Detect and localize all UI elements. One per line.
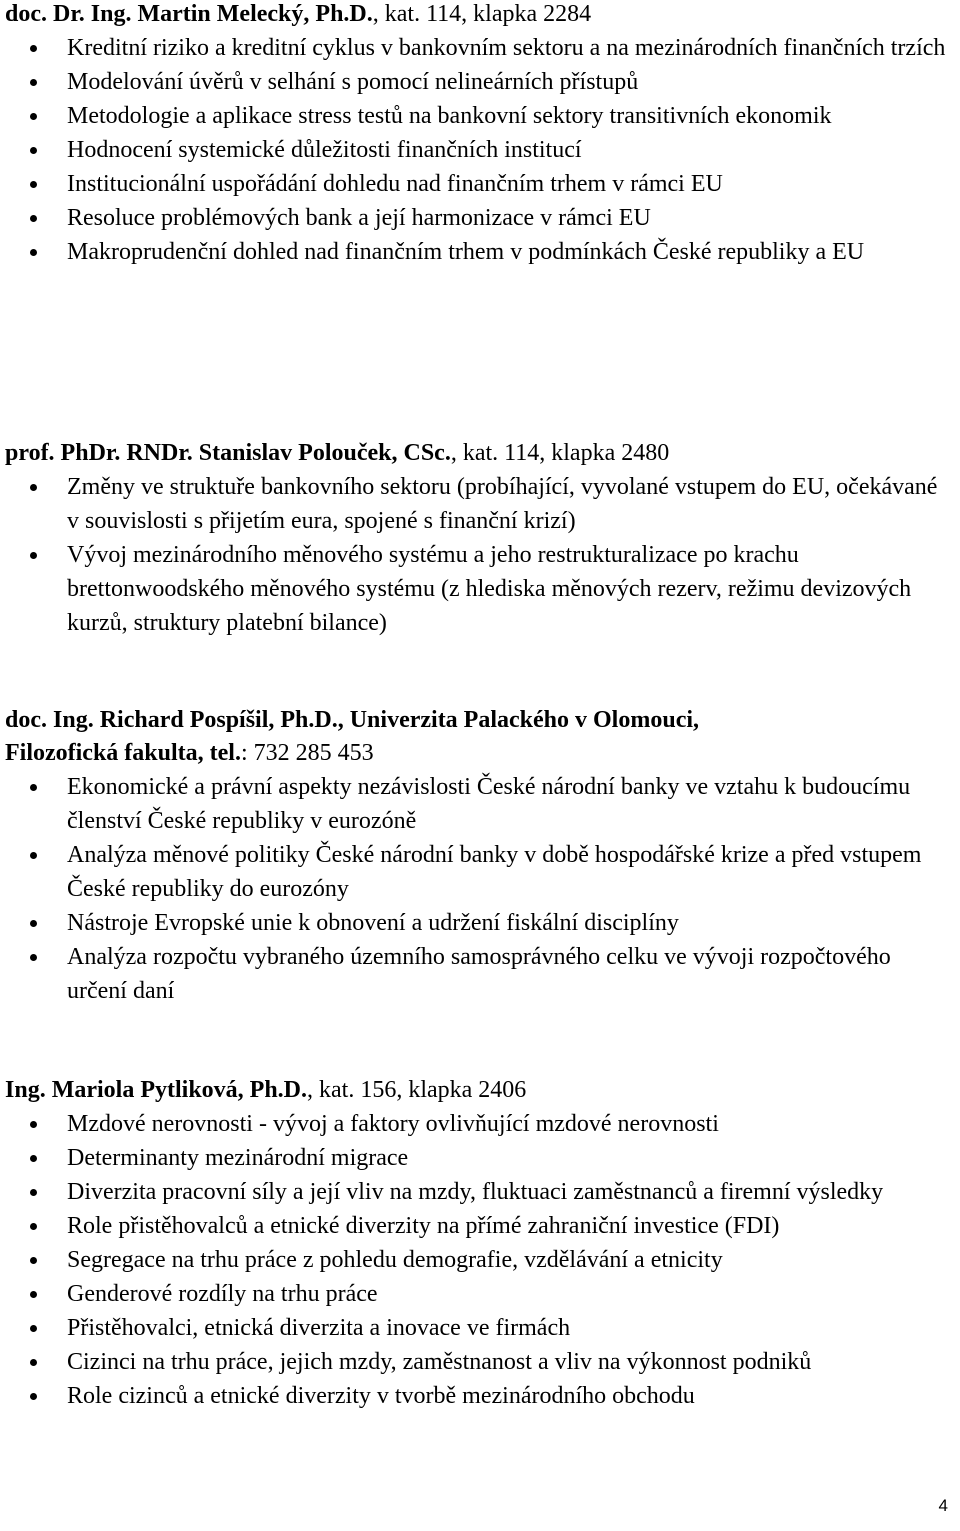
topic-list (0, 31, 960, 269)
bullet-icon (30, 784, 37, 791)
bullet-icon (30, 113, 37, 120)
bullet-icon (30, 954, 37, 961)
topic-item: Nástroje Evropské unie k obnovení a udržení fiskální disciplíny (0, 906, 960, 940)
supervisor-heading (0, 1074, 960, 1107)
supervisor-section-poloucek (0, 437, 960, 640)
page-number: 4 (938, 1496, 948, 1515)
supervisor-heading (0, 437, 960, 470)
supervisor-heading (0, 0, 960, 31)
topic-item: Modelování úvěrů v selhání s pomocí nelineárních přístupů (0, 65, 960, 99)
bullet-icon (30, 1325, 37, 1332)
topic-item: Analýza měnové politiky České národní banky v době hospodářské krize a před vstupem České republiky do eurozóny (0, 838, 960, 906)
bullet-icon (30, 1257, 37, 1264)
topic-item: Analýza rozpočtu vybraného územního samosprávného celku ve vývoji rozpočtového určení daní (0, 940, 960, 1008)
topic-list (0, 470, 960, 640)
topic-item: Ekonomické a právní aspekty nezávislosti České národní banky ve vztahu k budoucímu členství České republiky v eurozóně (0, 770, 960, 838)
topic-item: Determinanty mezinárodní migrace (0, 1141, 960, 1175)
bullet-icon (30, 552, 37, 559)
topic-list (0, 770, 960, 1008)
topic-item: Mzdové nerovnosti - vývoj a faktory ovlivňující mzdové nerovnosti (0, 1107, 960, 1141)
topic-item: Genderové rozdíly na trhu práce (0, 1277, 960, 1311)
supervisor-heading (0, 704, 960, 770)
bullet-icon (30, 45, 37, 52)
bullet-icon (30, 484, 37, 491)
topic-item: Diverzita pracovní síly a její vliv na mzdy, fluktuaci zaměstnanců a firemní výsledky (0, 1175, 960, 1209)
bullet-icon (30, 1121, 37, 1128)
supervisor-contact: , kat. 114, klapka 2284 (372, 1, 592, 27)
topic-item: Role cizinců a etnické diverzity v tvorbě mezinárodního obchodu (0, 1379, 960, 1413)
topic-item: Makroprudenční dohled nad finančním trhem v podmínkách České republiky a EU (0, 235, 960, 269)
bullet-icon (30, 1393, 37, 1400)
topic-item: Hodnocení systemické důležitosti finančních institucí (0, 133, 960, 167)
topic-item: Metodologie a aplikace stress testů na bankovní sektory transitivních ekonomik (0, 99, 960, 133)
topic-item: Institucionální uspořádání dohledu nad finančním trhem v rámci EU (0, 167, 960, 201)
bullet-icon (30, 852, 37, 859)
bullet-icon (30, 1155, 37, 1162)
supervisor-section-pospisil (0, 704, 960, 1008)
supervisor-name: Ing. Mariola Pytliková, Ph.D. (5, 1077, 308, 1103)
topic-item: Kreditní riziko a kreditní cyklus v bankovním sektoru a na mezinárodních finančních trzích (0, 31, 960, 65)
supervisor-name: prof. PhDr. RNDr. Stanislav Polouček, CSc. (5, 440, 451, 466)
topic-item: Segregace na trhu práce z pohledu demografie, vzdělávání a etnicity (0, 1243, 960, 1277)
supervisor-affiliation: Filozofická fakulta, tel. (5, 740, 241, 766)
bullet-icon (30, 147, 37, 154)
bullet-icon (30, 1189, 37, 1196)
supervisor-contact: , kat. 156, klapka 2406 (307, 1077, 527, 1103)
bullet-icon (30, 920, 37, 927)
bullet-icon (30, 1291, 37, 1298)
supervisor-section-pytlikova (0, 1074, 960, 1413)
topic-item: Přistěhovalci, etnická diverzita a inovace ve firmách (0, 1311, 960, 1345)
supervisor-section-melecky (0, 0, 960, 269)
bullet-icon (30, 249, 37, 256)
supervisor-name: doc. Ing. Richard Pospíšil, Ph.D., Univerzita Palackého v Olomouci, (5, 707, 700, 733)
bullet-icon (30, 79, 37, 86)
topic-item: Resoluce problémových bank a její harmonizace v rámci EU (0, 201, 960, 235)
bullet-icon (30, 181, 37, 188)
topic-item: Změny ve struktuře bankovního sektoru (probíhající, vyvolané vstupem do EU, očekávané v souvislosti s přijetím eura, spojené s finanční krizí) (0, 470, 960, 538)
supervisor-name: doc. Dr. Ing. Martin Melecký, Ph.D. (5, 1, 373, 27)
topic-item: Role přistěhovalců a etnické diverzity na přímé zahraniční investice (FDI) (0, 1209, 960, 1243)
bullet-icon (30, 215, 37, 222)
topic-item: Cizinci na trhu práce, jejich mzdy, zaměstnanost a vliv na výkonnost podniků (0, 1345, 960, 1379)
supervisor-contact: , kat. 114, klapka 2480 (450, 440, 670, 466)
topic-list (0, 1107, 960, 1413)
bullet-icon (30, 1359, 37, 1366)
bullet-icon (30, 1223, 37, 1230)
topic-item: Vývoj mezinárodního měnového systému a jeho restrukturalizace po krachu brettonwoodského měnového systému (z hlediska měnových rezerv, režimu devizových kurzů, struktury platební bilance) (0, 538, 960, 640)
supervisor-contact: : 732 285 453 (240, 740, 374, 766)
